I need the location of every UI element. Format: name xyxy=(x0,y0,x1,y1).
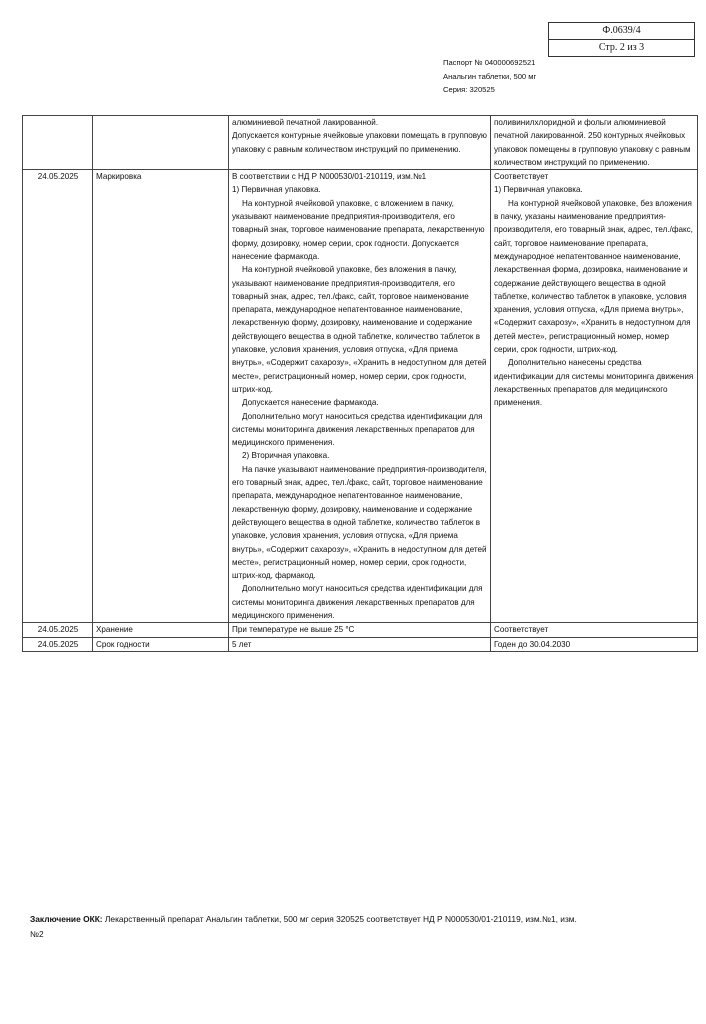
date-cell: 24.05.2025 xyxy=(23,170,93,623)
table-row-shelf-life xyxy=(23,637,698,651)
spec-paragraph: Допускается нанесение фармакода. xyxy=(242,398,379,408)
result-paragraph: Дополнительно нанесены средства идентификации для системы мониторинга движения лекарственных препаратов для медицинского применения. xyxy=(494,358,694,408)
series-number: Серия: 320525 xyxy=(443,85,495,94)
result-cell: Годен до 30.04.2030 xyxy=(491,637,698,651)
passport-header xyxy=(443,56,536,97)
spec-paragraph: В соответствии с НД Р N000530/01-210119, изм.№1 xyxy=(232,172,427,182)
spec-paragraph: 2) Вторичная упаковка. xyxy=(242,451,330,461)
spec-paragraph: алюминиевой печатной лакированной. xyxy=(232,118,379,127)
spec-paragraph: На контурной ячейковой упаковке, без вложения в пачку, указывают наименование предприятия-производителя, его товарный знак, адрес, тел./факс, сайт, торговое наименование препарата, международное непатентованное наименование, лекарственную форму, дозировку, наименование и содержание действующего вещества в одной таблетке, количество таблеток в упаковке, условия хранения, условия отпуска, «Для приема внутрь», «Содержит сахарозу», «Хранить в недоступном для детей месте», регистрационный номер, номер серии, срок годности, штрих-код. xyxy=(232,265,487,394)
date-cell xyxy=(23,116,93,170)
test-name-cell: Хранение xyxy=(93,623,229,637)
spec-paragraph: Дополнительно могут наноситься средства идентификации для системы мониторинга движения лекарственных препаратов для медицинского применения. xyxy=(232,584,483,620)
test-name-cell xyxy=(93,116,229,170)
test-name-cell: Срок годности xyxy=(93,637,229,651)
date-cell: 24.05.2025 xyxy=(23,637,93,651)
qc-conclusion xyxy=(30,912,590,942)
spec-cell: При температуре не выше 25 °С xyxy=(229,623,491,637)
test-name-cell: Маркировка xyxy=(93,170,229,623)
form-code: Ф.0639/4 xyxy=(602,25,641,36)
passport-number: Паспорт № 040000692521 xyxy=(443,58,536,67)
spec-paragraph: Допускается контурные ячейковые упаковки помещать в групповую упаковку с равным количеством инструкций по применению. xyxy=(232,131,487,154)
product-name: Анальгин таблетки, 500 мг xyxy=(443,71,537,81)
result-cell xyxy=(491,170,698,623)
spec-cell xyxy=(229,116,491,170)
result-cell xyxy=(491,116,698,170)
test-results-table xyxy=(22,115,698,652)
page-number: Стр. 2 из 3 xyxy=(549,39,694,56)
table-row-continuation xyxy=(23,116,698,170)
spec-paragraph: 1) Первичная упаковка. xyxy=(232,185,321,195)
result-cell: Соответствует xyxy=(491,623,698,637)
result-paragraph: Соответствует xyxy=(494,172,549,182)
date-cell: 24.05.2025 xyxy=(23,623,93,637)
table-row-marking xyxy=(23,170,698,623)
result-paragraph: На контурной ячейковой упаковке, без вложения в пачку, указаны наименование предприятия-производителя, его товарный знак, адрес, тел./факс, сайт, торговое наименование препарата, международное непатентованное наименование, лекарственная форма, дозировка, наименование и содержание действующего вещества в одной таблетке, количество таблеток в упаковке, условия хранения, условия отпуска, «Для приема внутрь», «Содержит сахарозу», «Хранить в недоступном для детей месте», регистрационный номер, номер серии, срок годности, штрих-код. xyxy=(494,198,693,355)
result-paragraph: поливинилхлоридной и фольги алюминиевой печатной лакированной. 250 контурных ячейковых упаковок помещены в групповую упаковку с равным количеством инструкций по применению. xyxy=(494,118,691,167)
spec-paragraph: Дополнительно могут наноситься средства идентификации для системы мониторинга движения лекарственных препаратов для медицинского применения. xyxy=(232,411,483,448)
spec-paragraph: На пачке указывают наименование предприятия-производителя, его товарный знак, адрес, тел./факс, сайт, торговое наименование препарата, международное непатентованное наименование, лекарственную форму, дозировку, наименование и содержание действующего вещества в одной таблетке, количество таблеток в упаковке, условия хранения, условия отпуска, «Для приема внутрь», «Содержит сахарозу», «Хранить в недоступном для детей месте», регистрационный номер, номер серии, срок годности, штрих-код, фармакод. xyxy=(232,464,487,581)
spec-cell xyxy=(229,170,491,623)
result-paragraph: 1) Первичная упаковка. xyxy=(494,185,583,195)
spec-paragraph: На контурной ячейковой упаковке, с вложением в пачку, указывают наименование предприятия-производителя, его товарный знак, торговое наименование препарата, лекарственную форму, дозировку, номер серии, срок годности. Допускается нанесение фармакода. xyxy=(232,198,485,261)
conclusion-text: Лекарственный препарат Анальгин таблетки, 500 мг серия 320525 соответствует НД Р N000530/01-210119, изм.№1, изм.№2 xyxy=(30,914,577,939)
form-code-box xyxy=(548,22,695,57)
table-row-storage xyxy=(23,623,698,637)
conclusion-label: Заключение ОКК: xyxy=(30,914,103,924)
spec-cell: 5 лет xyxy=(229,637,491,651)
